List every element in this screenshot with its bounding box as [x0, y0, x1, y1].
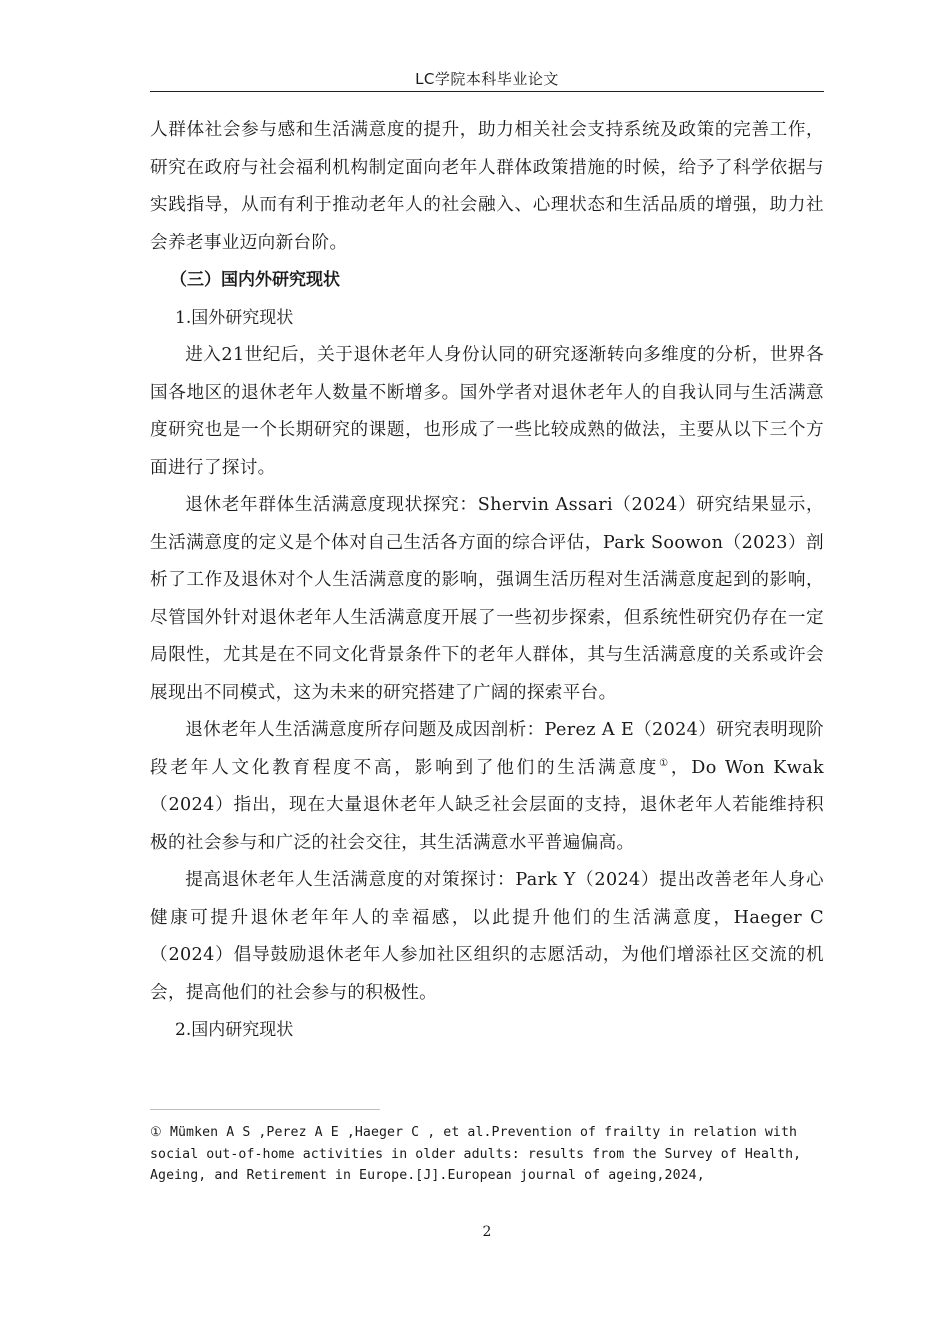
- paragraph-problems-causes: [150, 712, 824, 862]
- paragraph-continuation: 人群体社会参与感和生活满意度的提升，助力相关社会支持系统及政策的完善工作，研究在政府与社会福利机构制定面向老年人群体政策措施的时候，给予了科学依据与实践指导，从而有利于推动老年人的社会融入、心理状态和生活品质的增强，助力社会养老事业迈向新台阶。: [150, 120, 824, 253]
- paragraph-foreign-intro: 进入21世纪后，关于退休老年人身份认同的研究逐渐转向多维度的分析，世界各国各地区的退休老年人数量不断增多。国外学者对退休老年人的自我认同与生活满意度研究也是一个长期研究的课题，也形成了一些比较成熟的做法，主要从以下三个方面进行了探讨。: [150, 345, 824, 478]
- paragraph-satisfaction-status: 退休老年群体生活满意度现状探究：Shervin Assari（2024）研究结果显示，生活满意度的定义是个体对自己生活各方面的综合评估，Park Soowon（2023）剖析了工作及退休对个人生活满意度的影响，强调生活历程对生活满意度起到的影响，尽管国外针对退休老年人生活满意度开展了一些初步探索，但系统性研究仍存在一定局限性，尤其是在不同文化背景条件下的老年人群体，其与生活满意度的关系或许会展现出不同模式，这为未来的研究搭建了广阔的探索平台。: [150, 495, 824, 703]
- footnote-separator: [150, 1109, 380, 1110]
- page-body: [150, 112, 824, 1050]
- paragraph-text: ，Do Won Kwak（2024）指出，现在大量退休老年人缺乏社会层面的支持，退休老年人若能维持积极的社会参与和广泛的社会交往，其生活满意水平普遍偏高。: [150, 757, 824, 853]
- footnote-text: ① Mümken A S ,Perez A E ,Haeger C , et al.Prevention of frailty in relation with social out-of-home activities in older adults: results from the Survey of Health, Ageing, and Retirement in Europe.[J].European journal of ageing,2024,: [150, 1125, 802, 1183]
- page-number: 2: [482, 1224, 492, 1240]
- footnote-reference-mark[interactable]: ①: [659, 757, 671, 769]
- paragraph-countermeasures: 提高退休老年人生活满意度的对策探讨：Park Y（2024）提出改善老年人身心健康可提升退休老年年人的幸福感，以此提升他们的生活满意度，Haeger C（2024）倡导鼓励退休老年人参加社区组织的志愿活动，为他们增添社区交流的机会，提高他们的社会参与的积极性。: [150, 870, 824, 1003]
- subheading-domestic-research: 2.国内研究现状: [175, 1020, 294, 1040]
- header-divider: [150, 91, 824, 92]
- section-heading-research-status: （三）国内外研究现状: [170, 270, 340, 290]
- running-header-title: LC学院本科毕业论文: [415, 70, 559, 88]
- subheading-foreign-research: 1.国外研究现状: [175, 307, 294, 328]
- paragraph-text: 退休老年人生活满意度所存问题及成因剖析：Perez A E（2024）研究表明现阶段老年人文化教育程度不高，影响到了他们的生活满意度: [150, 720, 824, 778]
